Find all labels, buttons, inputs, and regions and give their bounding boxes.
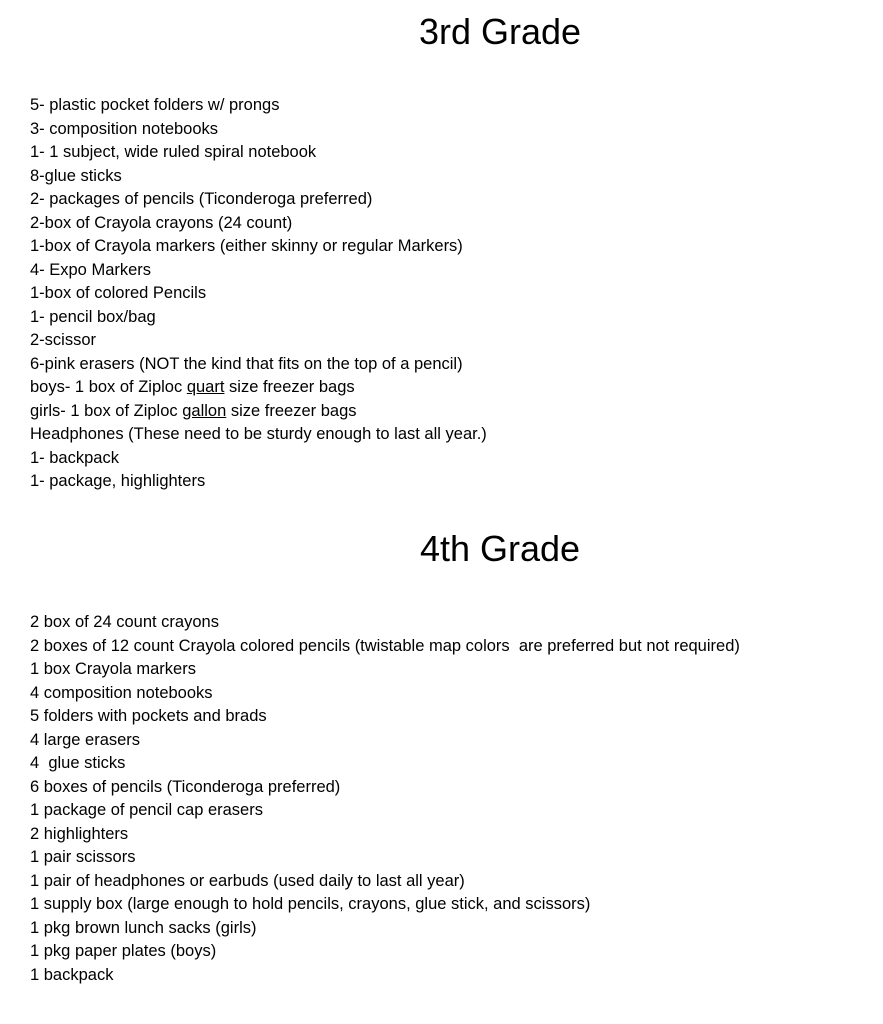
grade-3-supply-list	[30, 94, 487, 494]
supply-item: 1 pkg paper plates (boys)	[30, 942, 217, 960]
supply-item-underlined-text: quart	[186, 378, 225, 396]
supply-item: 4 large erasers	[30, 730, 141, 749]
supply-item: 1 pair scissors	[30, 848, 136, 866]
supply-item	[30, 400, 487, 424]
supply-item	[30, 376, 487, 400]
supply-item-text: size freezer bags	[224, 378, 355, 396]
supply-item: 2- packages of pencils (Ticonderoga preferred)	[30, 190, 373, 208]
supply-item: Headphones (These need to be sturdy enough to last all year.)	[30, 425, 487, 443]
supply-item: 6-pink erasers (NOT the kind that fits on the top of a pencil)	[30, 354, 463, 373]
grade-3-title: 3rd Grade	[418, 11, 582, 52]
supply-item: 2-scissor	[30, 331, 97, 349]
supply-item: 1 pair of headphones or earbuds (used daily to last all year)	[30, 871, 465, 890]
supply-item-text: boys- 1 box of Ziploc	[30, 378, 187, 396]
supply-item: 5 folders with pockets and brads	[30, 707, 267, 725]
supply-item: 2-box of Crayola crayons (24 count)	[30, 213, 293, 232]
supply-item: 1 box Crayola markers	[30, 660, 196, 678]
grade-4-supply-list	[30, 611, 740, 987]
supply-item: 6 boxes of pencils (Ticonderoga preferred)	[30, 777, 341, 796]
supply-item: 4 glue sticks	[30, 754, 126, 772]
supply-item: 1 backpack	[30, 965, 114, 984]
grade-4-title: 4th Grade	[419, 528, 581, 569]
supply-item: 2 boxes of 12 count Crayola colored pencils (twistable map colors are preferred but not required)	[30, 636, 740, 655]
supply-item-underlined-text: gallon	[182, 401, 227, 420]
supply-item: 4- Expo Markers	[30, 260, 152, 279]
supply-item: 1-box of colored Pencils	[30, 284, 207, 302]
supply-item: 1 pkg brown lunch sacks (girls)	[30, 918, 257, 937]
supply-item: 1- 1 subject, wide ruled spiral notebook	[30, 143, 317, 161]
supply-item: 1- package, highlighters	[30, 472, 206, 490]
supply-item: 4 composition notebooks	[30, 683, 213, 702]
supply-item: 1- backpack	[30, 448, 119, 467]
supply-item: 3- composition notebooks	[30, 119, 219, 138]
supply-item: 5- plastic pocket folders w/ prongs	[30, 96, 280, 114]
supply-item: 2 box of 24 count crayons	[30, 613, 219, 631]
supply-item: 2 highlighters	[30, 824, 129, 843]
supply-item: 1-box of Crayola markers (either skinny or regular Markers)	[30, 237, 463, 255]
supply-item: 1- pencil box/bag	[30, 307, 156, 326]
supply-item: 1 supply box (large enough to hold pencils, crayons, glue stick, and scissors)	[30, 895, 591, 913]
supply-item-text: size freezer bags	[226, 401, 357, 420]
supply-item: 8-glue sticks	[30, 166, 122, 185]
supply-item: 1 package of pencil cap erasers	[30, 801, 263, 819]
supply-item-text: girls- 1 box of Ziploc	[30, 401, 183, 420]
